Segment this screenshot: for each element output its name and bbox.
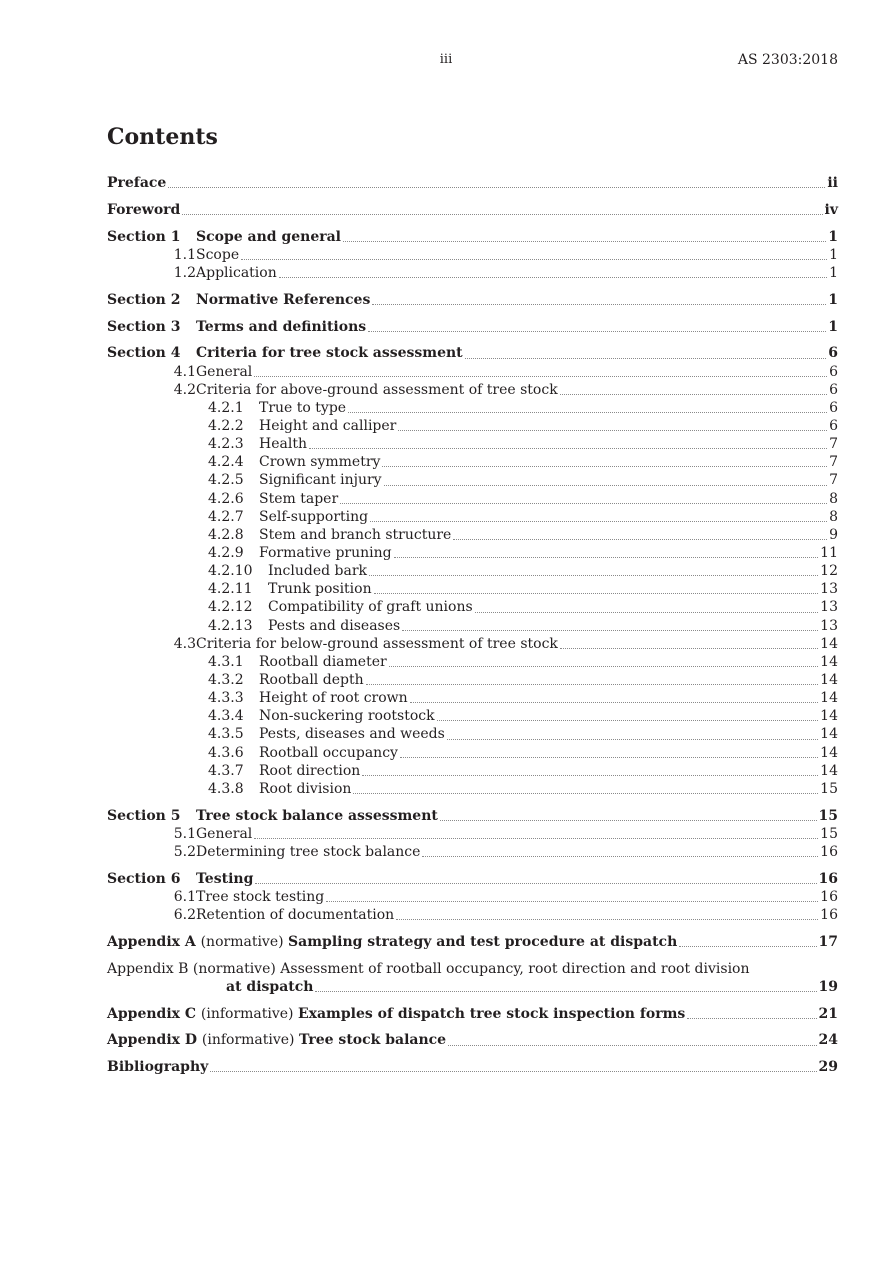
toc-page-number: 12 [820, 563, 838, 580]
toc-entry-l3[interactable] [107, 617, 838, 635]
toc-appendix-qualifier: (normative) [200, 933, 289, 950]
toc-page-number: 13 [820, 599, 838, 616]
toc-clause-number: 4.3 [173, 635, 196, 652]
toc-entry-title: Foreword [107, 201, 181, 218]
dot-leader [254, 837, 818, 839]
toc-page-number: 6 [828, 345, 838, 362]
toc-page-number: 6 [829, 363, 838, 380]
toc-entry-title: Criteria for below-ground assessment of tree stock [196, 635, 558, 652]
dot-leader [453, 538, 827, 540]
toc-entry-l1[interactable] [107, 906, 838, 924]
dot-leader [309, 447, 827, 449]
toc-page-number: 19 [818, 978, 838, 995]
dot-leader [315, 990, 816, 992]
toc-entry-l2[interactable] [107, 544, 838, 562]
toc-entry-title: Rootball diameter [259, 653, 387, 670]
dot-leader [560, 647, 818, 649]
toc-number-cell [107, 825, 196, 843]
toc-entry-l1[interactable] [107, 843, 838, 861]
toc-page-number: 14 [820, 708, 838, 725]
toc-subclause-number: 4.2.6 [208, 490, 244, 507]
toc-page-number: 14 [820, 690, 838, 707]
toc-entry-title: Tree stock testing [196, 888, 325, 905]
dot-leader [374, 592, 819, 594]
dot-leader [382, 465, 827, 467]
toc-page-number: 15 [818, 807, 838, 824]
toc-entry-l2[interactable] [107, 653, 838, 671]
dot-leader [396, 918, 818, 920]
dot-leader [465, 357, 827, 359]
toc-appendix-heading [107, 1005, 685, 1023]
toc-entry-title: Stem and branch structure [259, 526, 452, 543]
toc-subclause-number: 4.3.3 [208, 690, 244, 707]
toc-entry-top[interactable] [107, 1058, 838, 1076]
toc-clause-number: 1.2 [173, 264, 196, 281]
dot-leader [440, 819, 817, 821]
dot-leader [679, 945, 816, 947]
toc-subclause-number: 4.2.3 [208, 436, 244, 453]
toc-clause-number: 4.2 [173, 381, 196, 398]
toc-entry-l1[interactable] [107, 246, 838, 264]
dot-leader [368, 330, 826, 332]
toc-entry-section[interactable] [107, 344, 838, 362]
toc-entry-title: Assessment of rootball occupancy, root direction and root division [280, 960, 750, 977]
toc-entry-title: Normative References [196, 291, 371, 308]
toc-page-number: 9 [829, 526, 838, 543]
toc-entry-section[interactable] [107, 318, 838, 336]
dot-leader [210, 1070, 816, 1072]
toc-entry-title: Included bark [268, 563, 368, 580]
dot-leader [348, 411, 827, 413]
toc-page-number: 13 [820, 581, 838, 598]
toc-entry-title: Root direction [259, 762, 361, 779]
toc-page-number: 1 [829, 264, 838, 281]
contents-title: Contents [107, 124, 218, 150]
toc-number-cell [107, 246, 196, 264]
toc-page-number: 29 [818, 1059, 838, 1076]
toc-entry-title: General [196, 825, 253, 842]
toc-appendix-number: Appendix A [107, 933, 201, 950]
dot-leader [560, 393, 827, 395]
toc-entry-title: Height and calliper [259, 417, 397, 434]
toc-page-number: 6 [829, 399, 838, 416]
toc-entry-l1[interactable] [107, 825, 838, 843]
toc-entry-l3[interactable] [107, 580, 838, 598]
toc-entry-title: Scope [196, 246, 240, 263]
toc-subclause-number: 4.2.10 [208, 563, 253, 580]
toc-section-number: Section 6 [107, 870, 181, 887]
page-number: iii [439, 52, 453, 67]
toc-appendix-heading [107, 1031, 446, 1049]
toc-section-number: Section 1 [107, 228, 181, 245]
toc-entry-title: Trunk position [268, 581, 372, 598]
toc-entry-title-continued: at dispatch [226, 978, 314, 995]
toc-entry-l2[interactable] [107, 526, 838, 544]
toc-entry-title: Sampling strategy and test procedure at dispatch [288, 933, 678, 950]
toc-appendix-heading [107, 933, 677, 951]
toc-entry-appendix[interactable] [107, 1005, 838, 1023]
toc-entry-section[interactable] [107, 291, 838, 309]
toc-subclause-number: 4.2.9 [208, 544, 244, 561]
dot-leader [362, 774, 818, 776]
toc-entry-section[interactable] [107, 807, 838, 825]
dot-leader [370, 520, 827, 522]
toc-page-number: 8 [829, 490, 838, 507]
toc-subclause-number: 4.2.12 [208, 599, 253, 616]
dot-leader [326, 900, 818, 902]
toc-page-number: 14 [820, 671, 838, 688]
toc-entry-title: Scope and general [196, 228, 342, 245]
toc-entry-title: Pests, diseases and weeds [259, 726, 445, 743]
toc-entry-title: General [196, 363, 253, 380]
toc-entry-l1[interactable] [107, 363, 838, 381]
dot-leader [255, 882, 816, 884]
toc-subclause-number: 4.2.13 [208, 617, 253, 634]
toc-page-number: 13 [820, 617, 838, 634]
dot-leader [182, 213, 822, 215]
toc-subclause-number: 4.2.5 [208, 472, 244, 489]
toc-entry-l2[interactable] [107, 744, 838, 762]
toc-number-cell [107, 363, 196, 381]
toc-entry-l2[interactable] [107, 490, 838, 508]
toc-page-number: iv [824, 201, 838, 218]
table-of-contents [107, 174, 838, 1076]
toc-entry-title: Bibliography [107, 1059, 209, 1076]
dot-leader [366, 683, 819, 685]
toc-page-number: 15 [820, 825, 838, 842]
toc-subclause-number: 4.2.2 [208, 417, 244, 434]
toc-page-number: 1 [829, 246, 838, 263]
toc-entry-title: Stem taper [259, 490, 339, 507]
toc-page-number: 14 [820, 726, 838, 743]
dot-leader [369, 574, 818, 576]
dot-leader [448, 1044, 816, 1046]
dot-leader [241, 258, 827, 260]
toc-page-number: 7 [829, 436, 838, 453]
toc-entry-l2[interactable] [107, 399, 838, 417]
dot-leader [447, 738, 818, 740]
toc-entry-appendix[interactable] [107, 1031, 838, 1049]
toc-page-number: 17 [818, 933, 838, 950]
toc-entry-title: Criteria for above-ground assessment of tree stock [196, 381, 558, 398]
dot-leader [422, 855, 818, 857]
dot-leader [410, 701, 818, 703]
dot-leader [687, 1017, 816, 1019]
toc-page-number: ii [827, 175, 838, 191]
toc-section-number: Section 2 [107, 291, 181, 308]
toc-number-cell [107, 906, 196, 924]
toc-entry-l2[interactable] [107, 435, 838, 453]
toc-subclause-number: 4.3.2 [208, 671, 244, 688]
toc-page-number: 24 [818, 1032, 838, 1049]
dot-leader [398, 429, 827, 431]
toc-entry-title: Application [196, 264, 277, 281]
toc-entry-l2[interactable] [107, 780, 838, 798]
dot-leader [400, 756, 818, 758]
toc-entry-title: Tree stock balance assessment [196, 807, 438, 824]
toc-entry-l1[interactable] [107, 635, 838, 653]
toc-entry-title: Criteria for tree stock assessment [196, 345, 463, 362]
toc-entry-l3[interactable] [107, 562, 838, 580]
toc-entry-l2[interactable] [107, 508, 838, 526]
toc-appendix-qualifier: (normative) [192, 960, 281, 977]
toc-entry-title: Determining tree stock balance [196, 843, 421, 860]
toc-clause-number: 6.1 [173, 888, 196, 905]
toc-page-number: 6 [829, 381, 838, 398]
toc-subclause-number: 4.2.8 [208, 526, 244, 543]
toc-entry-title: Testing [196, 870, 254, 887]
toc-entry-title: Significant injury [259, 472, 382, 489]
dot-leader [402, 629, 818, 631]
toc-entry-l2[interactable] [107, 671, 838, 689]
toc-entry-title: Self-supporting [259, 508, 369, 525]
dot-leader [353, 792, 818, 794]
toc-entry-l2[interactable] [107, 453, 838, 471]
toc-entry-title: Preface [107, 175, 167, 191]
toc-page-number: 14 [820, 744, 838, 761]
toc-clause-number: 5.1 [173, 825, 196, 842]
toc-entry-title: Rootball occupancy [259, 744, 398, 761]
toc-appendix-number: Appendix B [107, 960, 193, 977]
dot-leader [389, 665, 818, 667]
toc-entry-title: True to type [259, 399, 347, 416]
toc-entry-title: Retention of documentation [196, 907, 395, 924]
toc-section-number: Section 3 [107, 318, 181, 335]
toc-entry-appendix[interactable] [107, 960, 838, 996]
dot-leader [475, 611, 819, 613]
dot-leader [279, 276, 827, 278]
toc-entry-title: Health [259, 436, 307, 453]
toc-page-number: 1 [828, 318, 838, 335]
dot-leader [394, 556, 819, 558]
toc-subclause-number: 4.3.1 [208, 653, 244, 670]
toc-entry-l2[interactable] [107, 689, 838, 707]
toc-clause-number: 6.2 [173, 907, 196, 924]
toc-entry-l1[interactable] [107, 888, 838, 906]
toc-entry-title: Compatibility of graft unions [268, 599, 473, 616]
toc-entry-l2[interactable] [107, 725, 838, 743]
toc-section-number: Section 5 [107, 807, 181, 824]
toc-clause-number: 1.1 [173, 246, 196, 263]
toc-page-number: 16 [820, 843, 838, 860]
toc-subclause-number: 4.2.4 [208, 454, 244, 471]
dot-leader [254, 375, 827, 377]
dot-leader [372, 303, 826, 305]
toc-entry-l1[interactable] [107, 264, 838, 282]
toc-entry-l3[interactable] [107, 598, 838, 616]
toc-entry-title: Formative pruning [259, 544, 392, 561]
toc-entry-top[interactable] [107, 174, 838, 192]
toc-subclause-number: 4.3.8 [208, 780, 244, 797]
toc-clause-number: 4.1 [173, 363, 196, 380]
toc-entry-title: Height of root crown [259, 690, 408, 707]
document-id: AS 2303:2018 [737, 52, 838, 68]
toc-page-number: 16 [820, 888, 838, 905]
toc-number-cell [107, 888, 196, 906]
dot-leader [340, 502, 827, 504]
toc-page-number: 16 [820, 907, 838, 924]
toc-page-number: 7 [829, 454, 838, 471]
toc-subclause-number: 4.2.11 [208, 581, 253, 598]
toc-clause-number: 5.2 [173, 843, 196, 860]
toc-appendix-number: Appendix D [107, 1032, 202, 1049]
toc-appendix-number: Appendix C [107, 1005, 201, 1022]
toc-number-cell [107, 843, 196, 861]
dot-leader [384, 484, 827, 486]
toc-page-number: 6 [829, 417, 838, 434]
toc-page-number: 11 [820, 544, 838, 561]
toc-entry-l2[interactable] [107, 707, 838, 725]
toc-entry-l2[interactable] [107, 762, 838, 780]
toc-number-cell [107, 635, 196, 653]
toc-page-number: 15 [820, 780, 838, 797]
toc-page-number: 16 [818, 870, 838, 887]
toc-entry-top[interactable] [107, 201, 838, 219]
toc-entry-l1[interactable] [107, 381, 838, 399]
toc-entry-title: Crown symmetry [259, 454, 381, 471]
toc-number-cell [107, 264, 196, 282]
toc-entry-l2[interactable] [107, 417, 838, 435]
toc-section-number: Section 4 [107, 345, 181, 362]
toc-subclause-number: 4.2.7 [208, 508, 244, 525]
toc-page-number: 14 [820, 762, 838, 779]
toc-subclause-number: 4.3.5 [208, 726, 244, 743]
toc-entry-title: Root division [259, 780, 352, 797]
toc-entry-title: Examples of dispatch tree stock inspection forms [297, 1005, 686, 1022]
toc-page-number: 21 [818, 1005, 838, 1022]
toc-subclause-number: 4.3.7 [208, 762, 244, 779]
toc-page-number: 7 [829, 472, 838, 489]
dot-leader [168, 186, 825, 188]
toc-entry-title: Rootball depth [259, 671, 364, 688]
toc-page-number: 14 [820, 635, 838, 652]
toc-number-cell [107, 381, 196, 399]
toc-entry-title: Pests and diseases [268, 617, 401, 634]
toc-entry-appendix[interactable] [107, 933, 838, 951]
toc-page-number: 1 [828, 291, 838, 308]
toc-subclause-number: 4.3.4 [208, 708, 244, 725]
toc-page-number: 1 [828, 228, 838, 245]
toc-entry-section[interactable] [107, 228, 838, 246]
toc-appendix-qualifier: (informative) [201, 1032, 299, 1049]
toc-appendix-qualifier: (informative) [200, 1005, 298, 1022]
toc-entry-title: Terms and definitions [196, 318, 367, 335]
toc-entry-l2[interactable] [107, 471, 838, 489]
toc-entry-section[interactable] [107, 870, 838, 888]
toc-entry-title: Tree stock balance [298, 1032, 447, 1049]
toc-subclause-number: 4.3.6 [208, 744, 244, 761]
toc-subclause-number: 4.2.1 [208, 399, 244, 416]
dot-leader [437, 719, 819, 721]
dot-leader [343, 240, 826, 242]
toc-page-number: 14 [820, 653, 838, 670]
toc-entry-title: Non-suckering rootstock [259, 708, 435, 725]
toc-page-number: 8 [829, 508, 838, 525]
